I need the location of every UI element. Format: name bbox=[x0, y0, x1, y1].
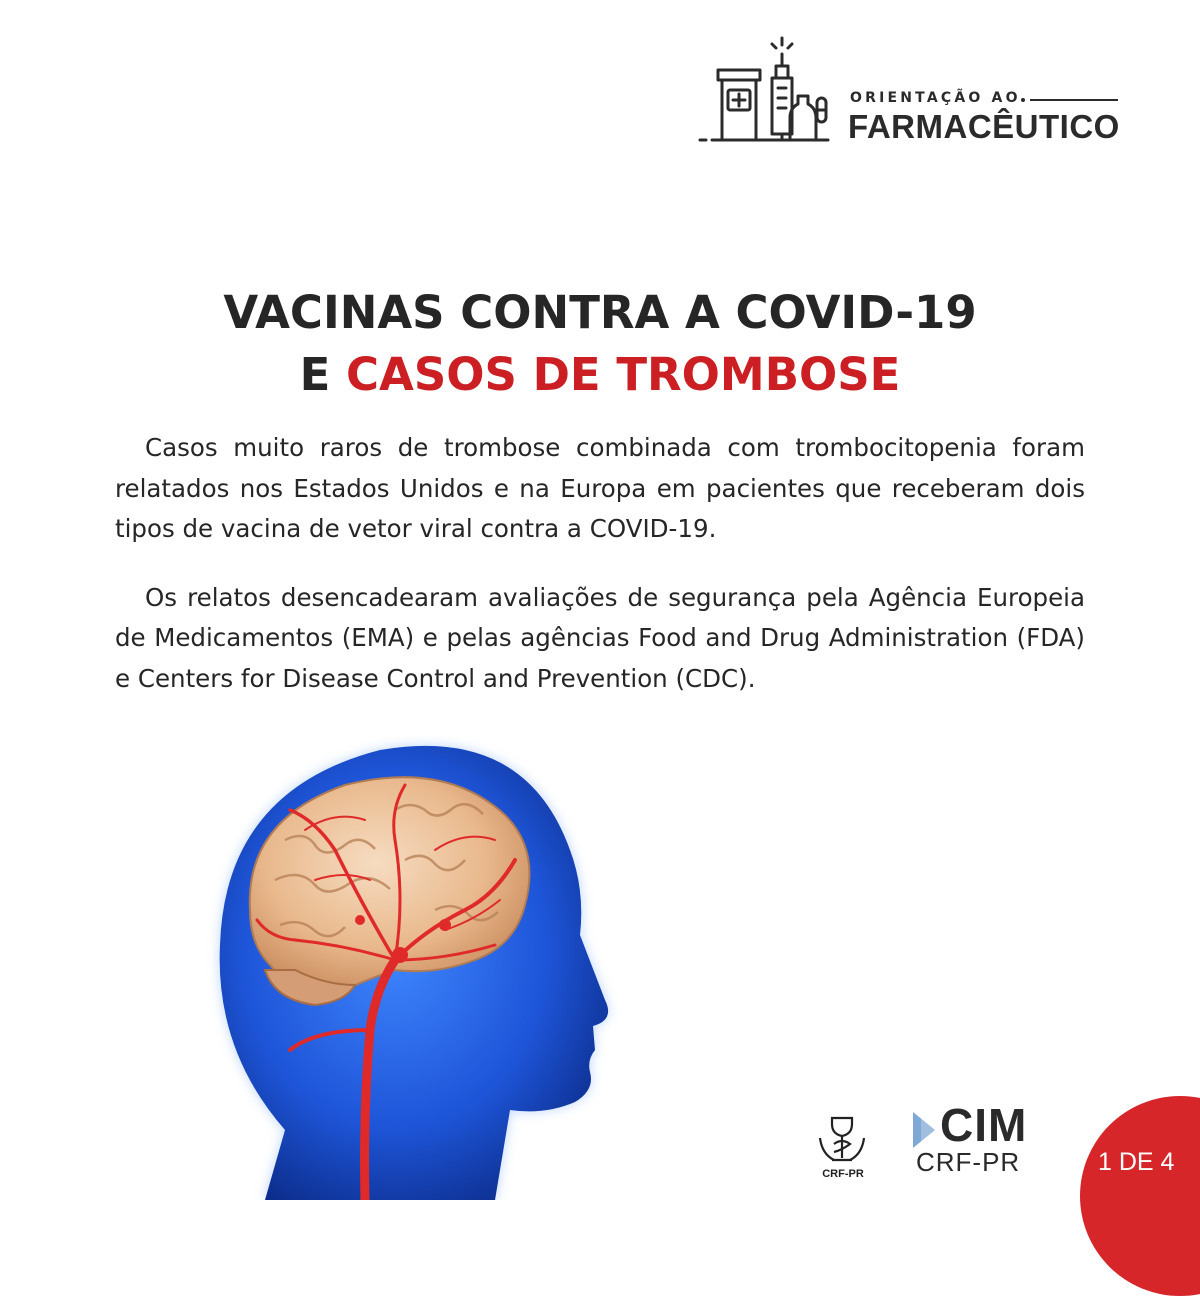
brand-divider-dot bbox=[1021, 98, 1025, 102]
page-title bbox=[0, 282, 1200, 406]
body-text bbox=[115, 428, 1085, 727]
pharmacy-icon bbox=[698, 36, 833, 146]
title-line-1: VACINAS CONTRA A COVID-19 bbox=[223, 286, 977, 339]
brand-logo bbox=[690, 30, 1140, 150]
crf-emblem-icon bbox=[812, 1108, 872, 1170]
brain-illustration bbox=[195, 730, 645, 1200]
cim-logo-mark bbox=[913, 1112, 943, 1148]
crf-label: CRF-PR bbox=[822, 1168, 864, 1180]
title-line-2 bbox=[0, 344, 1200, 406]
page-indicator: 1 DE 4 bbox=[1098, 1148, 1175, 1176]
page-badge bbox=[1080, 1096, 1200, 1296]
title-highlight: CASOS DE TROMBOSE bbox=[345, 348, 901, 401]
cim-subtitle: CRF-PR bbox=[916, 1147, 1021, 1177]
paragraph-2: Os relatos desencadearam avaliações de segurança pela Agência Europeia de Medicamentos (EMA) e pelas agências Food and Drug Administration (FDA) e Centers for Disease Control and Prevention (CDC). bbox=[115, 582, 1085, 693]
paragraph-1: Casos muito raros de trombose combinada com trombocitopenia foram relatados nos Estados Unidos e na Europa em pacientes que receberam dois tipos de vacina de vetor viral contra a COVID-19. bbox=[115, 433, 1085, 543]
brand-name: FARMACÊUTICO bbox=[848, 108, 1120, 145]
cim-title: CIM bbox=[940, 1099, 1028, 1151]
title-prefix: E bbox=[299, 348, 346, 401]
brand-divider bbox=[1030, 99, 1118, 101]
brand-tagline: ORIENTAÇÃO AO bbox=[850, 90, 1021, 106]
